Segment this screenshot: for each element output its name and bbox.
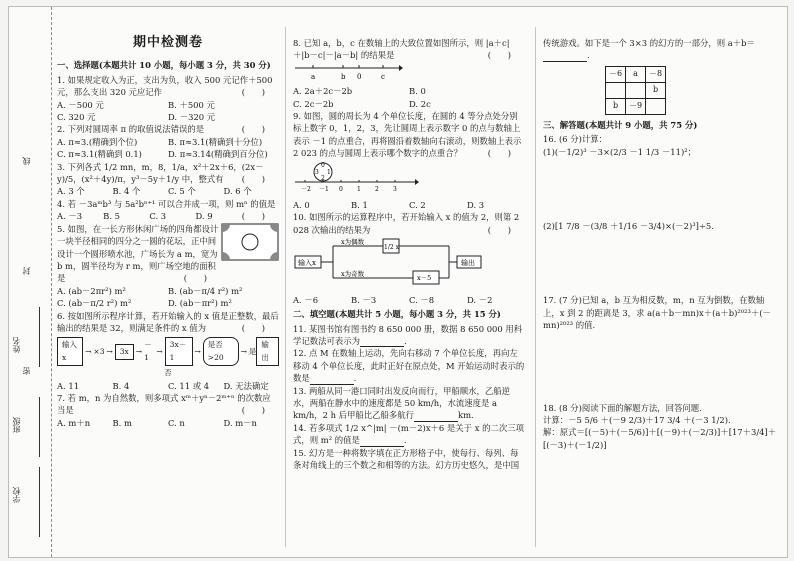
page-title: 期中检测卷 xyxy=(132,35,203,50)
binding-label-secret: 密 xyxy=(22,367,31,375)
section-heading: 二、填空题(本题共计 5 小题，每小题 3 分，共 15 分) xyxy=(293,309,501,320)
section-heading: 一、选择题(本题共计 10 小题，每小题 3 分，共 30 分) xyxy=(57,60,271,71)
svg-text:3: 3 xyxy=(393,185,397,193)
q9-circle-figure xyxy=(293,160,423,196)
q10-options: A. －6 B. －3 C. －8 D. －2 xyxy=(293,294,493,305)
question-14: 14. 若多项式 1/2 x^|m| －(m－2)x＋6 是关于 x 的二次三项式，则 m² 的值是 . xyxy=(293,422,524,446)
question-2: 2. 下列对圆周率 π 的取值说法错误的是 ( ) xyxy=(57,124,265,135)
question-11: 11. 某图书馆有图书约 8 650 000 册，数据 8 650 000 用科学记数法可表示为 . xyxy=(293,323,523,346)
question-16: 16. (6 分)计算： xyxy=(543,134,608,145)
binding-margin xyxy=(9,7,52,557)
question-1: 1. 如果规定收入为正，支出为负，收入 500 元记作＋500 元，那么支出 320 元应记作 ( ) xyxy=(57,74,273,98)
binding-label-name: 姓名 xyxy=(12,337,21,353)
svg-text:－1: －1 xyxy=(319,185,329,193)
svg-text:b: b xyxy=(341,72,346,81)
magic-square: －6 a －8 b b －9 xyxy=(605,66,666,115)
exam-paper xyxy=(8,6,788,558)
svg-text:x－5: x－5 xyxy=(417,274,432,283)
q7-options: A. m＋n B. m C. n D. m－n xyxy=(57,417,257,428)
svg-text:x为奇数: x为奇数 xyxy=(341,270,365,279)
section-heading: 三、解答题(本题共计 9 小题，共 75 分) xyxy=(543,119,698,130)
question-16-part2: (2)[1 7/8 －(3/8 ＋1/16 －3/4)×(－2)³]÷5. xyxy=(543,221,714,232)
q4-options: A. －3 B. 5 C. 3 D. 9 xyxy=(57,211,213,222)
question-10: 10. 如图所示的运算程序中，若开始输入 x 的值为 2，则第 2 028 次输出的结果为 ( ) xyxy=(293,212,520,235)
question-5: 5. 如图，在一长方形休闲广场的四角都设计一块半径相同的四分之一圆的花坛，正中间设计一个圆形喷水池，广场长为 a m，宽为 b m，圆半径均为 r m，则广场空地的面积是 ( ) xyxy=(57,223,279,285)
svg-text:2: 2 xyxy=(321,174,325,182)
answer-space[interactable] xyxy=(543,332,779,402)
svg-text:c: c xyxy=(381,72,385,81)
middle-column xyxy=(293,37,525,471)
name-line xyxy=(39,307,40,367)
class-line xyxy=(39,397,40,457)
question-15-cont: 传统游戏。如下是一个 3×3 的幻方的一部分，则 a＋b＝. xyxy=(543,38,755,61)
svg-text:0: 0 xyxy=(357,72,362,81)
q10-flowchart xyxy=(293,236,483,290)
left-column xyxy=(57,31,279,429)
question-15: 15. 幻方是一种将数字填在正方形格子中，使每行、每列、每条对角线上的三个数之和相等的方法。幻方历史悠久，是中国 xyxy=(293,447,520,470)
q6-no-branch: 否 xyxy=(164,368,172,378)
question-16-part1: (1)(－1/2)³ －3×(2/3 －1 1/3 －11)²； xyxy=(543,146,696,157)
q5-options: A. (ab－2πr²) m² B. (ab－π/4 r²) m² C. (ab－π/2 r²) m² D. (ab－πr²) m² xyxy=(57,285,243,309)
q9-options: A. 0 B. 1 C. 2 D. 3 xyxy=(293,200,485,211)
answer-space[interactable] xyxy=(543,232,779,294)
question-8: 8. 已知 a，b，c 在数轴上的大致位置如图所示，则 |a＋c|＋|b－c|－|a－b| 的结果是 ( ) xyxy=(293,38,511,61)
binding-label-line: 线 xyxy=(22,157,31,165)
binding-label-school: 学校 xyxy=(12,487,21,503)
q6-options: A. 11 B. 4 C. 11 或 4 D. 无法确定 xyxy=(57,380,269,391)
q8-options: A. 2a＋2c－2b B. 0 C. 2c－2b D. 2c xyxy=(293,86,431,109)
q1-options: A. －500 元 B. ＋500 元 C. 320 元 D. －320 元 xyxy=(57,99,216,123)
right-column xyxy=(543,37,779,451)
q3-options: A. 3 个 B. 4 个 C. 5 个 D. 6 个 xyxy=(57,186,252,197)
svg-text:3: 3 xyxy=(315,168,319,176)
question-18: 18. (8 分)阅读下面的解题方法，回答问题. xyxy=(543,402,702,413)
svg-text:输出: 输出 xyxy=(461,259,475,268)
q6-flowchart: 输入x → ×3 → 3x → －1 → 3x－1 → 是否>20 → 是 输出 xyxy=(57,337,279,366)
q2-options: A. π≈3.(精确到个位) B. π≈3.1(精确到十分位) C. π≈3.1(精确到 0.1) D. π≈3.14(精确到百分位) xyxy=(57,136,268,160)
svg-text:1/2 x: 1/2 x xyxy=(384,244,399,252)
question-17: 17. (7 分)已知 a，b 互为相反数，m，n 互为倒数，在数轴上，x 到 2 的距离是 3，求 a(a＋b－mn)x＋(a＋b)²⁰²³＋(－mn)²⁰²³ 的值. xyxy=(543,295,771,331)
svg-text:输入x: 输入x xyxy=(298,259,316,268)
binding-label-class: 班级 xyxy=(12,417,21,433)
svg-text:1: 1 xyxy=(327,168,331,176)
column-divider xyxy=(285,27,286,547)
svg-text:0: 0 xyxy=(321,161,325,169)
column-divider xyxy=(535,27,536,547)
question-4: 4. 若 －3aᵐb³ 与 5a²bⁿ⁺¹ 可以合并成一项，则 mⁿ 的值是 ( ) xyxy=(57,198,276,222)
question-18-calc: 计算：－5 5/6 ＋(－9 2/3)＋17 3/4 ＋(－3 1/2). xyxy=(543,415,731,426)
question-18-solution: 解：原式＝[(－5)＋(－5/6)]＋[(－9)＋(－2/3)]＋[17＋3/4]＋[(－3)＋(－1/2)] xyxy=(543,427,777,450)
svg-text:－2: －2 xyxy=(301,185,311,193)
question-6: 6. 按如图所示程序计算，若开始输入的 x 值是正整数，最后输出的结果是 32，则满足条件的 x 值为 ( ) xyxy=(57,310,279,333)
question-12: 12. 点 M 在数轴上运动，先向右移动 7 个单位长度，再向左移动 4 个单位长度，此时正好在原点处，M 开始运动时表示的数是 . xyxy=(293,348,525,384)
svg-text:1: 1 xyxy=(357,185,361,193)
question-3: 3. 下列各式 1/2 mn，m，8，1/a，x²＋2x＋6，(2x－y)/5，(x²＋4y)/π，y³－5y＋1/y 中，整式有 ( ) xyxy=(57,161,265,185)
question-9: 9. 如图，圆的周长为 4 个单位长度，在圆的 4 等分点处分别标上数字 0，1，2，3，先让圆周上表示数字 0 的点与数轴上表示 －1 的点重合，再将圆沿着数轴向右滚动，则数轴上表示 2 023 的点与圆周上表示哪个数字的点重合？ ( ) xyxy=(293,111,522,159)
question-13: 13. 两船从同一港口同时出发反向而行，甲船顺水，乙船逆水，两船在静水中的速度都是 50 km/h，水流速度是 a km/h，2 h 后甲船比乙船多航行 km. xyxy=(293,385,510,421)
binding-label-seal: 封 xyxy=(22,267,31,275)
answer-space[interactable] xyxy=(543,158,779,220)
question-7: 7. 若 m，n 为自然数，则多项式 xᵐ＋yⁿ－2ᵐ⁺ⁿ 的次数应当是 ( ) xyxy=(57,392,271,416)
q8-number-line xyxy=(293,62,403,82)
school-line xyxy=(39,467,40,537)
plaza-figure xyxy=(221,223,279,261)
svg-text:a: a xyxy=(311,72,316,81)
svg-text:2: 2 xyxy=(375,185,379,193)
svg-text:0: 0 xyxy=(339,185,343,193)
svg-text:x为偶数: x为偶数 xyxy=(341,238,365,247)
